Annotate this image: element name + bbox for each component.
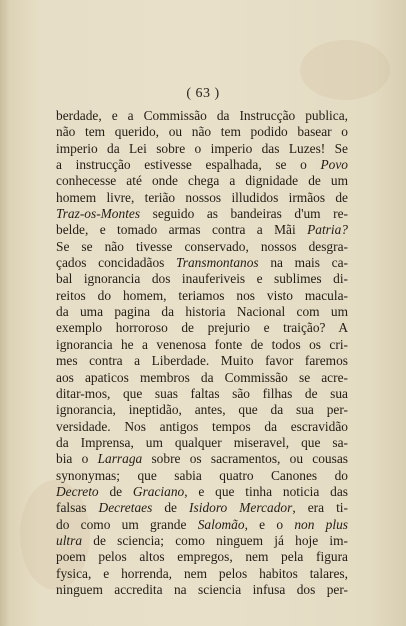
- italic-text: Patria?: [307, 222, 348, 238]
- text-segment: berdade, e a Commissão da Instrucção publica,: [56, 108, 348, 123]
- text-segment: versidade. Nos antigos tempos da escravidão: [56, 418, 348, 434]
- text-segment: da Imprensa, um qualquer miseravel, que sa-: [56, 434, 348, 450]
- italic-text: Isidoro Mercador: [189, 500, 293, 516]
- text-line: [56, 173, 348, 189]
- text-line: [56, 484, 348, 500]
- text-segment: ditar-mos, que suas faltas são filhas de sua: [56, 385, 348, 401]
- text-segment: mes contra a Liberdade. Muito favor faremos: [56, 353, 348, 369]
- text-line: [56, 271, 348, 287]
- text-line: [56, 386, 348, 402]
- italic-text: non plus: [294, 516, 348, 532]
- text-segment: seguido as bandeiras d'um re-: [140, 206, 348, 222]
- body-text: [56, 108, 348, 598]
- text-line: [56, 124, 348, 140]
- text-segment: de: [98, 483, 133, 499]
- text-segment: bia o: [56, 451, 98, 467]
- text-line: [56, 549, 348, 565]
- text-line: [56, 320, 348, 336]
- text-line: [56, 239, 348, 255]
- text-line: [56, 419, 348, 435]
- text-segment: conhecesse até onde chega a dignidade de um: [56, 173, 348, 189]
- text-segment: aos apaticos membros da Commissão se acre-: [56, 369, 348, 385]
- text-line: [56, 402, 348, 418]
- text-line: [56, 157, 348, 173]
- text-line: [56, 108, 348, 124]
- text-segment: sobre os sacramentos, ou cousas: [142, 451, 348, 467]
- text-line: [56, 255, 348, 271]
- text-line: [56, 533, 348, 549]
- text-segment: , e que tinha noticia das: [184, 483, 348, 499]
- text-segment: ignorancia, ineptidão, antes, que da sua per-: [56, 402, 348, 418]
- text-segment: fysica, e horrenda, nem pelos habitos talares,: [56, 565, 348, 581]
- italic-text: Transmontanos: [176, 255, 259, 271]
- text-line: [56, 468, 348, 484]
- text-segment: , era ti-: [292, 500, 348, 516]
- italic-text: ultra: [56, 532, 83, 548]
- italic-text: Povo: [320, 157, 348, 173]
- italic-text: Decreto: [56, 483, 99, 499]
- text-line: [56, 337, 348, 353]
- italic-text: Traz-os-Montes: [56, 206, 141, 222]
- text-line: [56, 353, 348, 369]
- text-segment: não tem querido, ou não tem podido basear o: [56, 124, 348, 140]
- text-segment: bal ignorancia dos inauferiveis e sublimes di-: [56, 271, 348, 287]
- text-line: [56, 451, 348, 467]
- text-segment: çados concidadãos: [56, 255, 177, 271]
- italic-text: Graciano: [132, 483, 185, 499]
- text-segment: reitos do homem, teriamos nos visto macula-: [56, 287, 348, 303]
- text-segment: poem pelos altos empregos, nem pela figura: [56, 549, 348, 565]
- text-segment: de sciencia; como ninguem já hoje im-: [82, 532, 348, 548]
- text-segment: da uma pagina da historia Nacional com um: [56, 304, 348, 320]
- text-segment: Se se não tivesse conservado, nossos desgra-: [56, 238, 348, 254]
- italic-text: Salomão: [197, 516, 245, 532]
- text-line: [56, 582, 348, 598]
- italic-text: Decretaes: [98, 500, 153, 516]
- text-segment: ignorancia he a venenosa fonte de todos os cri-: [56, 336, 348, 352]
- text-segment: , e o: [244, 516, 295, 532]
- italic-text: Larraga: [97, 451, 143, 467]
- text-line: [56, 288, 348, 304]
- text-segment: synonymas; que sabia quatro Canones do: [56, 467, 348, 483]
- text-segment: homem livre, terião nossos illudidos irmãos de: [56, 189, 348, 205]
- text-segment: belde, e tomado armas contra a Mãi: [56, 222, 308, 238]
- text-segment: na mais ca-: [258, 255, 348, 271]
- text-line: [56, 206, 348, 222]
- text-line: [56, 517, 348, 533]
- text-line: [56, 190, 348, 206]
- text-line: [56, 500, 348, 516]
- text-segment: a instrucção estivesse espalhada, se o: [56, 157, 321, 173]
- text-line: [56, 566, 348, 582]
- page-number: ( 63 ): [186, 86, 220, 101]
- text-line: [56, 435, 348, 451]
- text-line: [56, 222, 348, 238]
- text-line: [56, 304, 348, 320]
- text-segment: exemplo horroroso de prejurio e traição? A: [56, 320, 348, 336]
- text-segment: falsas: [56, 500, 99, 516]
- text-segment: de: [152, 500, 190, 516]
- text-segment: ninguem accredita na sciencia infusa dos per-: [56, 581, 348, 597]
- text-segment: do como um grande: [56, 516, 198, 532]
- text-line: [56, 141, 348, 157]
- text-line: [56, 370, 348, 386]
- text-segment: imperio da Lei sobre o imperio das Luzes! Se: [56, 140, 348, 156]
